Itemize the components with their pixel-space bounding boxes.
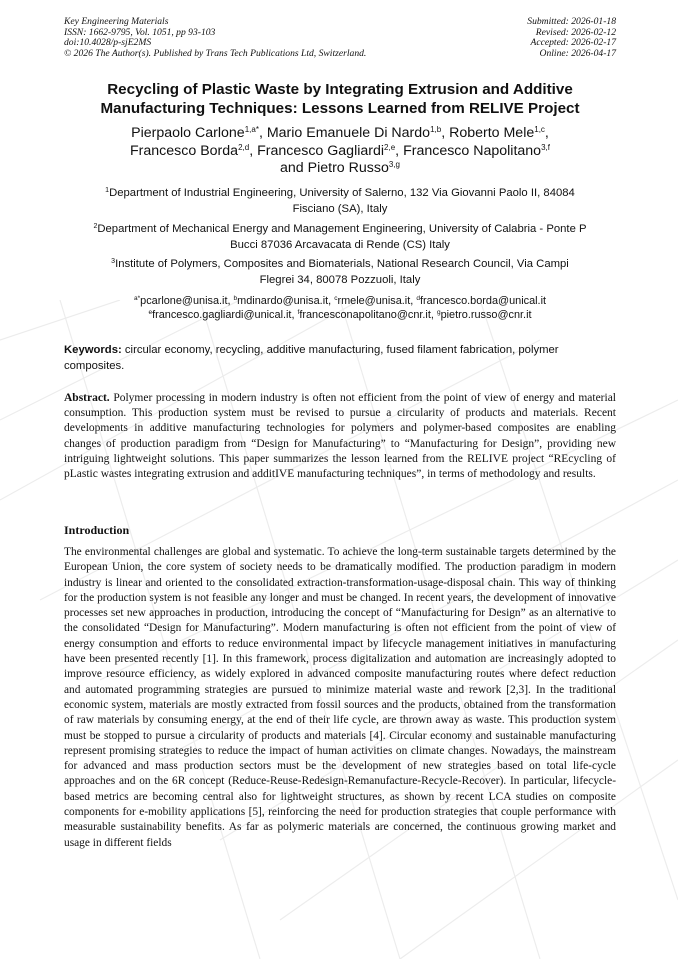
email-link[interactable]: rmele@unisa.it bbox=[337, 295, 411, 307]
affiliation-number: 2 bbox=[93, 223, 98, 230]
affiliation-2 bbox=[64, 221, 616, 253]
journal-name: Key Engineering Materials bbox=[64, 16, 169, 27]
author-affil: 3,f bbox=[541, 142, 550, 152]
introduction-text: The environmental challenges are global and systematic. To achieve the long-term sustainable targets determined by the European Union, the core system of society needs to be dramatically modified. The production paradigm in modern industry is linear and oriented to the consolidated extraction-transformation-usage-disposal chain. This way of thinking for the production system is not feasible any longer and must be changed. In recent years, the development of innovative processes set new approaches in production, introducing the concept of “Manufacturing for Design” as an alternative to the consolidated “Design for Manufacturing”. Modern manufacturing is often not efficient from the point of view of energy consumption and efforts to reduce environmental impact by lifecycle management initiatives in manufacturing have been presented recently [1]. In this framework, process digitalization and automation are increasingly adopted to improve resource efficiency, as widely explored in advanced composite manufacturing routes where defect reduction and automated programming strategies are pursued to minimize material waste and rework [2,3]. In the traditional economic system, materials are mostly extracted from fossil sources and the products, obtained from the transformation of raw materials by consuming energy, at the end of their life cycle, are thrown away as waste. This production system must be stopped to pursue a circularity of products and materials [4]. Circular economy and sustainable manufacturing represent promising strategies to reduce the impact of human activities on climate changes. Nowadays, the mainstream for advanced and mass production sectors must be the development of new strategies based on total life-cycle approaches and on the 6R concept (Reduce-Reuse-Redesign-Remanufacture-Recycle-Recover). In particular, lifecycle-based metrics are becoming central also for lightweight structures, as shown by recent LCA studies on composite components for e-mobility applications [5], reinforcing the need for production strategies that couple performance with measurable sustainability benefits. As far as polymeric materials are concerned, the continuous growing market and usage in different fields bbox=[64, 546, 616, 849]
online-date: Online: 2026-04-17 bbox=[539, 47, 616, 59]
author-name: Francesco Borda bbox=[130, 142, 239, 159]
issn-line: ISSN: 1662-9795, Vol. 1051, pp 93-103 bbox=[64, 26, 216, 38]
affiliation-text: Institute of Polymers, Composites and Biomaterials, National Research Council, Via Campi bbox=[115, 258, 569, 270]
email-affil: c bbox=[334, 295, 338, 302]
title-line-1: Recycling of Plastic Waste by Integrating Extrusion and Additive bbox=[107, 81, 573, 98]
header-right bbox=[527, 17, 616, 59]
author-name: Mario Emanuele Di Nardo bbox=[266, 125, 431, 141]
author-name: and Pietro Russo bbox=[280, 160, 389, 176]
author-line-1 bbox=[64, 125, 616, 143]
abstract-section bbox=[64, 391, 616, 482]
affiliation-number: 3 bbox=[111, 258, 116, 265]
author-affil: 2,d bbox=[238, 142, 250, 152]
email-link[interactable]: mdinardo@unisa.it bbox=[237, 295, 329, 307]
email-affil: e bbox=[148, 309, 153, 316]
accepted-date: Accepted: 2026-02-17 bbox=[530, 37, 616, 49]
email-link[interactable]: francesco.gagliardi@unical.it bbox=[152, 309, 292, 321]
submitted-date: Submitted: 2026-01-18 bbox=[527, 16, 616, 27]
affiliation-number: 1 bbox=[105, 187, 110, 194]
email-affil: d bbox=[416, 295, 420, 302]
email-affil: b bbox=[233, 295, 238, 302]
author-sep: , bbox=[249, 142, 258, 159]
paper-title bbox=[64, 80, 616, 118]
affiliation-text: Fisciano (SA), Italy bbox=[292, 203, 388, 215]
affiliation-text: Bucci 87036 Arcavacata di Rende (CS) Italy bbox=[230, 239, 450, 251]
author-line-3 bbox=[64, 160, 616, 178]
doi-link[interactable]: doi:10.4028/p-sjE2MS bbox=[64, 37, 152, 49]
email-link[interactable]: pcarlone@unisa.it bbox=[140, 295, 228, 307]
introduction-heading: Introduction bbox=[64, 523, 130, 537]
author-affil: 1,a* bbox=[244, 125, 259, 134]
email-link[interactable]: francesconapolitano@cnr.it bbox=[299, 309, 431, 321]
author-affil: 1,c bbox=[534, 125, 545, 134]
affiliation-text: Flegrei 34, 80078 Pozzuoli, Italy bbox=[259, 274, 421, 286]
keywords-label: Keywords: bbox=[64, 344, 122, 356]
affiliation-3 bbox=[64, 256, 616, 288]
author-name: Francesco Gagliardi bbox=[257, 142, 385, 159]
author-name: Roberto Mele bbox=[449, 125, 535, 141]
email-list bbox=[64, 294, 616, 322]
author-affil: 3,g bbox=[388, 160, 400, 169]
copyright-line: © 2026 The Author(s). Published by Trans Tech Publications Ltd, Switzerland. bbox=[64, 47, 367, 59]
author-affil: 2,e bbox=[384, 142, 396, 152]
author-sep: , bbox=[544, 125, 549, 141]
revised-date: Revised: 2026-02-12 bbox=[535, 26, 616, 38]
email-line-2: $^e$francesco.gagliardi@unical.it, $^f$francesconapolitano@cnr.it, $^g$pietro.russo@cnr.it bbox=[148, 309, 532, 321]
author-line-2 bbox=[64, 143, 616, 161]
author-name: Francesco Napolitano bbox=[403, 142, 542, 159]
header-left bbox=[64, 17, 366, 59]
author-name: Pierpaolo Carlone bbox=[131, 125, 245, 141]
affiliation-text: Department of Mechanical Energy and Management Engineering, University of Calabria - Ponte P bbox=[97, 223, 587, 235]
email-affil: f bbox=[297, 309, 300, 316]
abstract-label: Abstract. bbox=[64, 392, 110, 404]
affiliation-text: Department of Industrial Engineering, University of Salerno, 132 Via Giovanni Paolo II, 84084 bbox=[109, 187, 575, 199]
keywords-section bbox=[64, 343, 616, 374]
author-affil: 1,b bbox=[430, 125, 442, 134]
author-list bbox=[64, 125, 616, 178]
email-line-1: $^{a*}$pcarlone@unisa.it, $^b$mdinardo@unisa.it, $^c$rmele@unisa.it, $^d$francesco.borda@unical.it bbox=[133, 295, 547, 307]
abstract-text: Polymer processing in modern industry is often not efficient from the point of view of energy and material consumption. This production system must be revised to pursue a circularity of products and materials. Recent developments in additive manufacturing technologies for polymers and polymer-based composites are enabling changes of production paradigm from “Design for Manufacturing” to “Manufacturing for Design”, providing new intriguing lightweight solutions. This paper summarizes the lesson learned from the RELIVE project “REcycling of pLastic wastes integrating extrusion and additIVE manufacturing techniques”, in terms of methodology and results. bbox=[64, 392, 617, 481]
affiliation-1 bbox=[64, 185, 616, 217]
author-sep: , bbox=[395, 142, 404, 159]
email-affil: g bbox=[436, 309, 441, 316]
author-sep: , bbox=[258, 125, 267, 141]
title-line-2: Manufacturing Techniques: Lessons Learned from RELIVE Project bbox=[100, 100, 580, 117]
email-link[interactable]: francesco.borda@unical.it bbox=[419, 295, 547, 307]
keywords-text: circular economy, recycling, additive manufacturing, fused filament fabrication, polymer composites. bbox=[64, 344, 559, 372]
email-link[interactable]: pietro.russo@cnr.it bbox=[440, 309, 532, 321]
author-sep: , bbox=[441, 125, 450, 141]
email-affil: a* bbox=[133, 295, 141, 302]
